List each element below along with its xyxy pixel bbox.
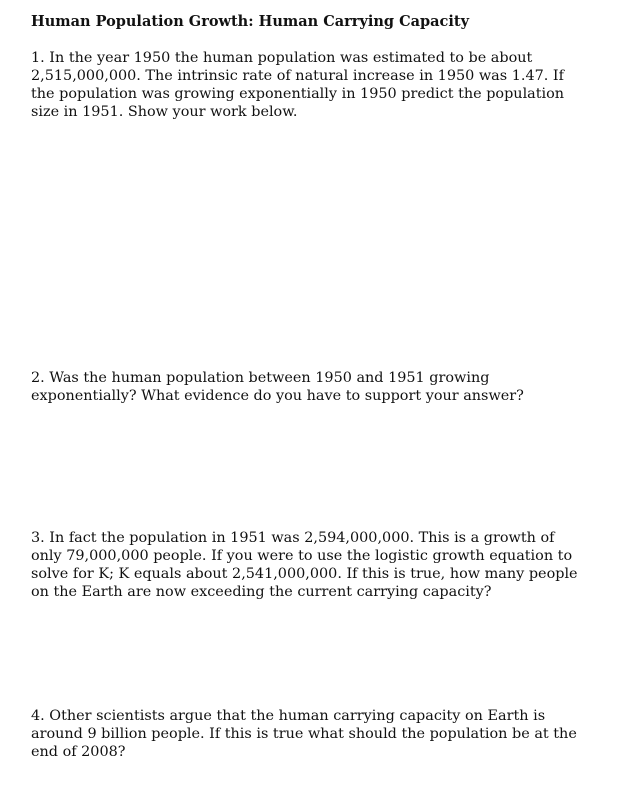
- worksheet-title: Human Population Growth: Human Carrying Capacity: [31, 13, 470, 30]
- question-3-line-4: on the Earth are now exceeding the current carrying capacity?: [31, 584, 492, 600]
- question-3-line-1: 3. In fact the population in 1951 was 2,594,000,000. This is a growth of: [31, 530, 555, 546]
- question-1-line-3: the population was growing exponentially in 1950 predict the population: [31, 86, 565, 102]
- question-1-line-4: size in 1951. Show your work below.: [31, 104, 298, 120]
- question-1: [31, 49, 631, 121]
- question-3-line-3: solve for K; K equals about 2,541,000,000. If this is true, how many people: [31, 566, 578, 582]
- question-4-line-1: 4. Other scientists argue that the human carrying capacity on Earth is: [31, 708, 546, 724]
- question-2-line-2: exponentially? What evidence do you have to support your answer?: [31, 388, 524, 404]
- question-2-line-1: 2. Was the human population between 1950 and 1951 growing: [31, 370, 490, 386]
- question-2: [31, 369, 631, 405]
- question-3-line-2: only 79,000,000 people. If you were to use the logistic growth equation to: [31, 548, 573, 564]
- question-4-line-2: around 9 billion people. If this is true what should the population be at the: [31, 726, 577, 742]
- question-4: [31, 707, 631, 761]
- question-4-line-3: end of 2008?: [31, 744, 126, 760]
- question-1-line-1: 1. In the year 1950 the human population was estimated to be about: [31, 50, 533, 66]
- question-1-line-2: 2,515,000,000. The intrinsic rate of natural increase in 1950 was 1.47. If: [31, 68, 564, 84]
- question-3: [31, 529, 631, 601]
